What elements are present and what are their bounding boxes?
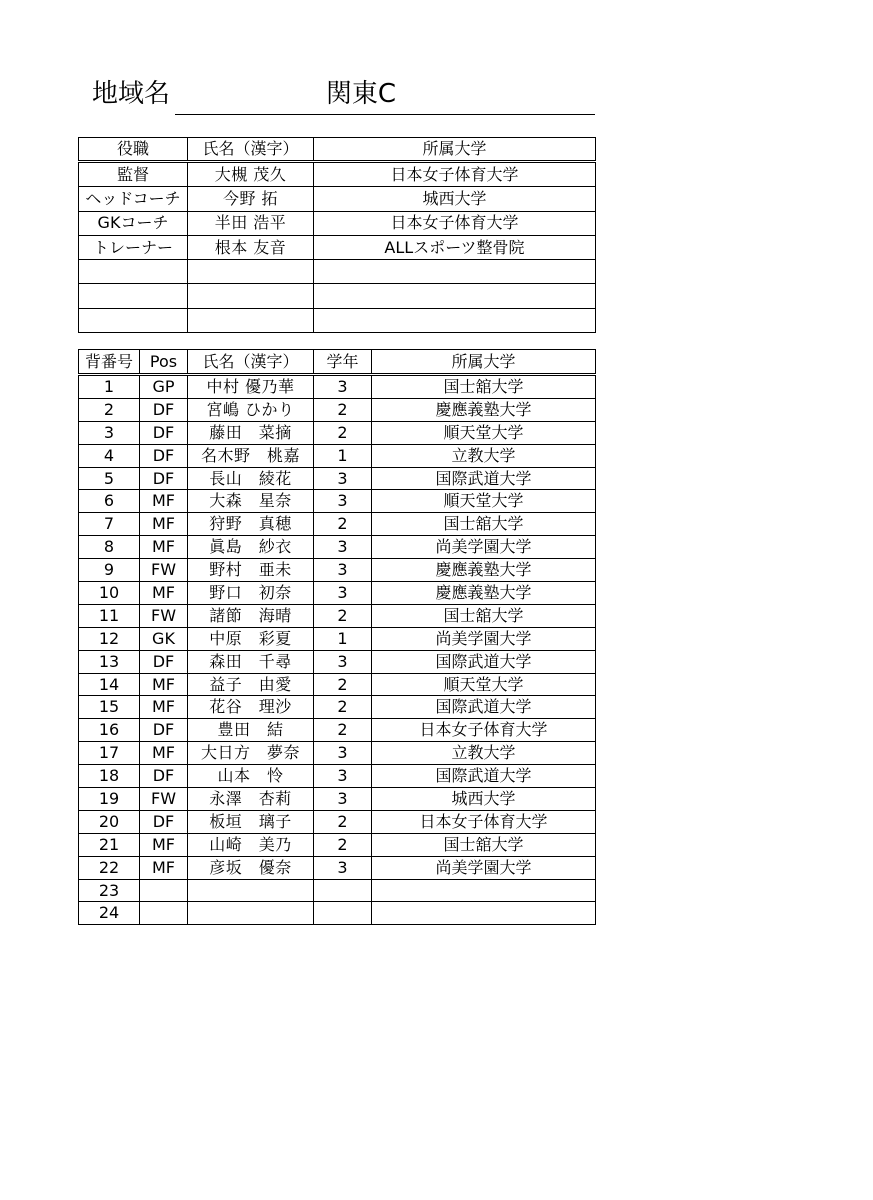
- player-position-cell: GP: [140, 375, 188, 399]
- player-number-cell: 6: [79, 490, 140, 513]
- player-grade-cell: 2: [314, 398, 372, 421]
- staff-name-cell: 半田 浩平: [188, 211, 314, 235]
- player-name-cell: 中村 優乃華: [188, 375, 314, 399]
- player-number-cell: 10: [79, 582, 140, 605]
- player-row: [79, 879, 596, 902]
- player-number-cell: 21: [79, 833, 140, 856]
- player-number-cell: 3: [79, 421, 140, 444]
- staff-role-cell: GKコーチ: [79, 211, 188, 235]
- staff-row: [79, 187, 596, 211]
- player-grade-cell: 2: [314, 719, 372, 742]
- staff-univ-cell: 日本女子体育大学: [314, 162, 596, 187]
- player-number-cell: 5: [79, 467, 140, 490]
- player-position-cell: [140, 879, 188, 902]
- player-univ-cell: 順天堂大学: [372, 490, 596, 513]
- player-name-cell: 山崎 美乃: [188, 833, 314, 856]
- staff-header-univ: 所属大学: [314, 138, 596, 162]
- player-number-cell: 12: [79, 627, 140, 650]
- player-row: [79, 536, 596, 559]
- player-position-cell: DF: [140, 650, 188, 673]
- player-number-cell: 24: [79, 902, 140, 925]
- player-row: [79, 719, 596, 742]
- player-grade-cell: 3: [314, 375, 372, 399]
- player-position-cell: FW: [140, 559, 188, 582]
- player-header-univ: 所属大学: [372, 350, 596, 375]
- player-univ-cell: 慶應義塾大学: [372, 559, 596, 582]
- player-row: [79, 490, 596, 513]
- player-name-cell: 大日方 夢奈: [188, 742, 314, 765]
- player-grade-cell: 3: [314, 856, 372, 879]
- region-value-text: 関東C: [325, 79, 397, 109]
- player-name-cell: 宮嶋 ひかり: [188, 398, 314, 421]
- player-number-cell: 2: [79, 398, 140, 421]
- player-header-number: 背番号: [79, 350, 140, 375]
- player-row: [79, 559, 596, 582]
- player-position-cell: MF: [140, 536, 188, 559]
- staff-univ-cell: [314, 260, 596, 284]
- player-grade-cell: 1: [314, 444, 372, 467]
- player-name-cell: 眞島 紗衣: [188, 536, 314, 559]
- player-row: [79, 627, 596, 650]
- staff-role-cell: トレーナー: [79, 235, 188, 259]
- staff-row: [79, 235, 596, 259]
- player-position-cell: DF: [140, 467, 188, 490]
- player-number-cell: 7: [79, 513, 140, 536]
- player-position-cell: GK: [140, 627, 188, 650]
- player-position-cell: MF: [140, 673, 188, 696]
- player-univ-cell: 慶應義塾大学: [372, 398, 596, 421]
- player-position-cell: FW: [140, 604, 188, 627]
- player-number-cell: 14: [79, 673, 140, 696]
- staff-header-name: 氏名（漢字）: [188, 138, 314, 162]
- region-label: 地域名: [92, 79, 171, 109]
- player-univ-cell: 国際武道大学: [372, 696, 596, 719]
- staff-header-row: [79, 138, 596, 162]
- staff-name-cell: 大槻 茂久: [188, 162, 314, 187]
- player-number-cell: 8: [79, 536, 140, 559]
- staff-header-role: 役職: [79, 138, 188, 162]
- player-row: [79, 604, 596, 627]
- player-univ-cell: 国士舘大学: [372, 833, 596, 856]
- player-univ-cell: 尚美学園大学: [372, 536, 596, 559]
- player-grade-cell: 2: [314, 604, 372, 627]
- player-grade-cell: 2: [314, 696, 372, 719]
- player-name-cell: 森田 千尋: [188, 650, 314, 673]
- player-univ-cell: 国際武道大学: [372, 467, 596, 490]
- player-row: [79, 650, 596, 673]
- player-name-cell: 花谷 理沙: [188, 696, 314, 719]
- player-number-cell: 23: [79, 879, 140, 902]
- staff-univ-cell: ALLスポーツ整骨院: [314, 235, 596, 259]
- player-name-cell: 野村 亜未: [188, 559, 314, 582]
- player-grade-cell: 3: [314, 742, 372, 765]
- player-grade-cell: 3: [314, 582, 372, 605]
- player-row: [79, 398, 596, 421]
- staff-row: [79, 284, 596, 308]
- player-row: [79, 856, 596, 879]
- player-univ-cell: [372, 879, 596, 902]
- player-number-cell: 20: [79, 810, 140, 833]
- player-name-cell: 藤田 菜摘: [188, 421, 314, 444]
- player-header-row: [79, 350, 596, 375]
- player-row: [79, 696, 596, 719]
- player-name-cell: 諸節 海晴: [188, 604, 314, 627]
- player-number-cell: 15: [79, 696, 140, 719]
- staff-row: [79, 211, 596, 235]
- player-position-cell: MF: [140, 856, 188, 879]
- player-name-cell: 狩野 真穂: [188, 513, 314, 536]
- player-name-cell: 板垣 璃子: [188, 810, 314, 833]
- player-position-cell: DF: [140, 444, 188, 467]
- player-number-cell: 4: [79, 444, 140, 467]
- player-name-cell: 永澤 杏莉: [188, 788, 314, 811]
- player-name-cell: 山本 怜: [188, 765, 314, 788]
- player-position-cell: FW: [140, 788, 188, 811]
- staff-role-cell: 監督: [79, 162, 188, 187]
- staff-univ-cell: 日本女子体育大学: [314, 211, 596, 235]
- player-position-cell: DF: [140, 398, 188, 421]
- staff-row: [79, 308, 596, 332]
- player-position-cell: MF: [140, 513, 188, 536]
- player-univ-cell: 立教大学: [372, 742, 596, 765]
- player-univ-cell: 日本女子体育大学: [372, 719, 596, 742]
- player-univ-cell: 慶應義塾大学: [372, 582, 596, 605]
- player-grade-cell: [314, 879, 372, 902]
- player-univ-cell: 日本女子体育大学: [372, 810, 596, 833]
- player-univ-cell: 立教大学: [372, 444, 596, 467]
- player-name-cell: 彦坂 優奈: [188, 856, 314, 879]
- staff-univ-cell: [314, 308, 596, 332]
- player-header-grade: 学年: [314, 350, 372, 375]
- staff-role-cell: [79, 308, 188, 332]
- player-row: [79, 375, 596, 399]
- player-grade-cell: [314, 902, 372, 925]
- player-name-cell: [188, 902, 314, 925]
- staff-name-cell: [188, 308, 314, 332]
- player-number-cell: 9: [79, 559, 140, 582]
- player-row: [79, 467, 596, 490]
- player-grade-cell: 3: [314, 765, 372, 788]
- player-row: [79, 513, 596, 536]
- player-row: [79, 421, 596, 444]
- player-number-cell: 17: [79, 742, 140, 765]
- player-name-cell: 豊田 結: [188, 719, 314, 742]
- player-row: [79, 765, 596, 788]
- player-grade-cell: 2: [314, 513, 372, 536]
- player-row: [79, 742, 596, 765]
- player-number-cell: 11: [79, 604, 140, 627]
- player-univ-cell: [372, 902, 596, 925]
- player-grade-cell: 3: [314, 490, 372, 513]
- player-grade-cell: 3: [314, 536, 372, 559]
- player-number-cell: 22: [79, 856, 140, 879]
- player-grade-cell: 2: [314, 673, 372, 696]
- staff-univ-cell: 城西大学: [314, 187, 596, 211]
- player-grade-cell: 3: [314, 467, 372, 490]
- staff-row: [79, 162, 596, 187]
- player-univ-cell: 国士舘大学: [372, 604, 596, 627]
- player-row: [79, 788, 596, 811]
- player-position-cell: DF: [140, 810, 188, 833]
- player-univ-cell: 順天堂大学: [372, 421, 596, 444]
- player-univ-cell: 尚美学園大学: [372, 627, 596, 650]
- player-univ-cell: 順天堂大学: [372, 673, 596, 696]
- staff-role-cell: [79, 260, 188, 284]
- player-row: [79, 810, 596, 833]
- player-grade-cell: 2: [314, 810, 372, 833]
- player-univ-cell: 国際武道大学: [372, 765, 596, 788]
- player-row: [79, 582, 596, 605]
- player-grade-cell: 1: [314, 627, 372, 650]
- player-header-position: Pos: [140, 350, 188, 375]
- staff-role-cell: [79, 284, 188, 308]
- player-header-name: 氏名（漢字）: [188, 350, 314, 375]
- staff-name-cell: [188, 260, 314, 284]
- player-grade-cell: 3: [314, 559, 372, 582]
- player-row: [79, 902, 596, 925]
- player-position-cell: MF: [140, 582, 188, 605]
- player-univ-cell: 国際武道大学: [372, 650, 596, 673]
- player-position-cell: MF: [140, 833, 188, 856]
- player-position-cell: MF: [140, 742, 188, 765]
- player-row: [79, 833, 596, 856]
- player-position-cell: DF: [140, 421, 188, 444]
- staff-name-cell: [188, 284, 314, 308]
- player-number-cell: 16: [79, 719, 140, 742]
- player-name-cell: 長山 綾花: [188, 467, 314, 490]
- player-name-cell: [188, 879, 314, 902]
- player-grade-cell: 3: [314, 650, 372, 673]
- player-number-cell: 18: [79, 765, 140, 788]
- player-number-cell: 1: [79, 375, 140, 399]
- player-univ-cell: 尚美学園大学: [372, 856, 596, 879]
- player-name-cell: 名木野 桃嘉: [188, 444, 314, 467]
- player-grade-cell: 2: [314, 421, 372, 444]
- player-position-cell: [140, 902, 188, 925]
- player-position-cell: DF: [140, 765, 188, 788]
- player-name-cell: 大森 星奈: [188, 490, 314, 513]
- player-name-cell: 益子 由愛: [188, 673, 314, 696]
- player-position-cell: MF: [140, 696, 188, 719]
- player-number-cell: 19: [79, 788, 140, 811]
- region-value: [175, 74, 595, 115]
- player-position-cell: DF: [140, 719, 188, 742]
- staff-univ-cell: [314, 284, 596, 308]
- staff-table: [78, 137, 596, 333]
- player-table: [78, 349, 596, 925]
- player-number-cell: 13: [79, 650, 140, 673]
- staff-role-cell: ヘッドコーチ: [79, 187, 188, 211]
- player-univ-cell: 国士舘大学: [372, 513, 596, 536]
- player-grade-cell: 3: [314, 788, 372, 811]
- player-row: [79, 444, 596, 467]
- player-row: [79, 673, 596, 696]
- player-univ-cell: 国士舘大学: [372, 375, 596, 399]
- player-grade-cell: 2: [314, 833, 372, 856]
- player-name-cell: 中原 彩夏: [188, 627, 314, 650]
- player-univ-cell: 城西大学: [372, 788, 596, 811]
- staff-row: [79, 260, 596, 284]
- player-position-cell: MF: [140, 490, 188, 513]
- player-name-cell: 野口 初奈: [188, 582, 314, 605]
- staff-name-cell: 今野 拓: [188, 187, 314, 211]
- staff-name-cell: 根本 友音: [188, 235, 314, 259]
